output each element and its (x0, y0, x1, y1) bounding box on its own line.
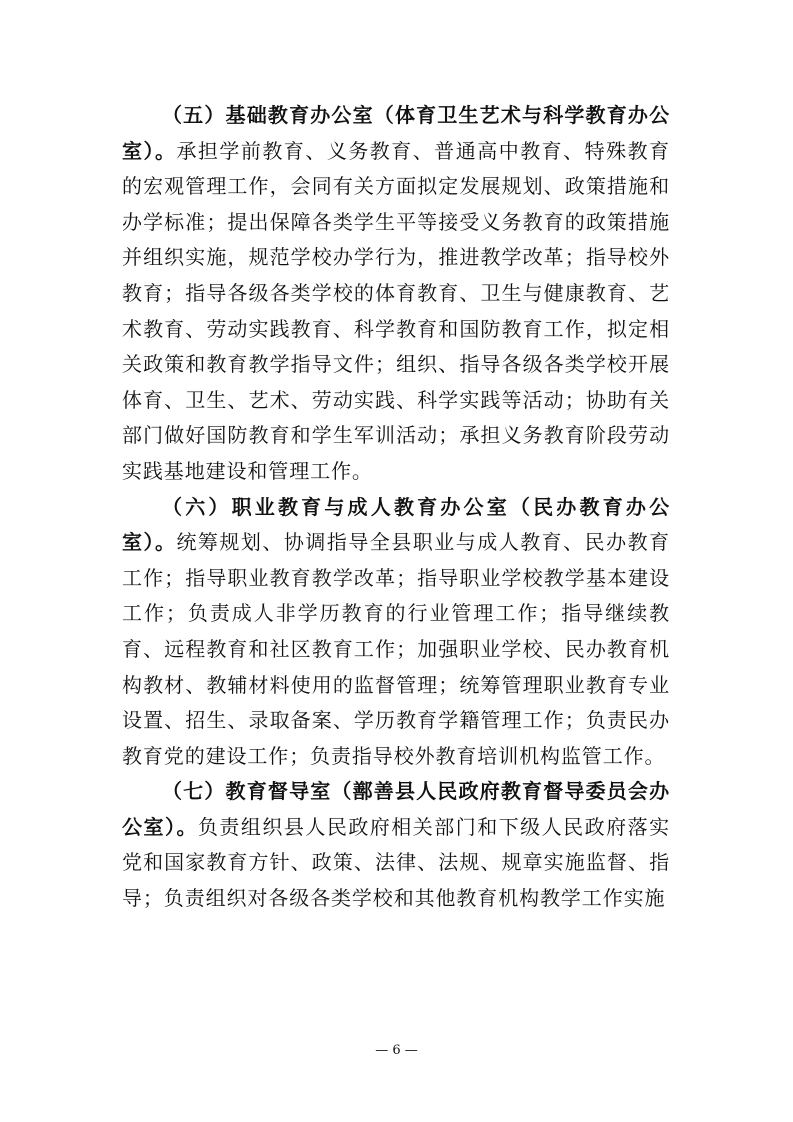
paragraph-heading: （六）职业教育与成人教育办公室（民办教育办公室）。 (122, 494, 670, 555)
paragraph-heading: （五）基础教育办公室（体育卫生艺术与科学教育办公室）。 (122, 103, 670, 163)
paragraph-body: 负责组织县人民政府相关部门和下级人民政府落实党和国家教育方针、政策、法律、法规、规章实施监督、指导；负责组织对各级各类学校和其他教育机构教学工作实施 (122, 814, 670, 911)
page-number: — 6 — (375, 1043, 418, 1058)
paragraph-education-supervision-office (122, 774, 670, 916)
paragraph-basic-education-office (122, 98, 670, 490)
paragraph-body: 承担学前教育、义务教育、普通高中教育、特殊教育的宏观管理工作，会同有关方面拟定发展规划、政策措施和办学标准；提出保障各类学生平等接受义务教育的政策措施并组织实施，规范学校办学行为，推进教学改革；指导校外教育；指导各级各类学校的体育教育、卫生与健康教育、艺术教育、劳动实践教育、科学教育和国防教育工作，拟定相关政策和教育教学指导文件；组织、指导各级各类学校开展体育、卫生、艺术、劳动实践、科学实践等活动；协助有关部门做好国防教育和学生军训活动；承担义务教育阶段劳动实践基地建设和管理工作。 (122, 138, 670, 483)
paragraph-body: 统筹规划、协调指导全县职业与成人教育、民办教育工作；指导职业教育教学改革；指导职业学校教学基本建设工作；负责成人非学历教育的行业管理工作；指导继续教育、远程教育和社区教育工作；加强职业学校、民办教育机构教材、教辅材料使用的监督管理；统筹管理职业教育专业设置、招生、录取备案、学历教育学籍管理工作；负责民办教育党的建设工作；负责指导校外教育培训机构监管工作。 (122, 530, 670, 768)
paragraph-heading: （七）教育督导室（鄯善县人民政府教育督导委员会办公室）。 (122, 779, 670, 839)
paragraph-vocational-education-office (122, 490, 670, 775)
document-body (122, 98, 670, 917)
